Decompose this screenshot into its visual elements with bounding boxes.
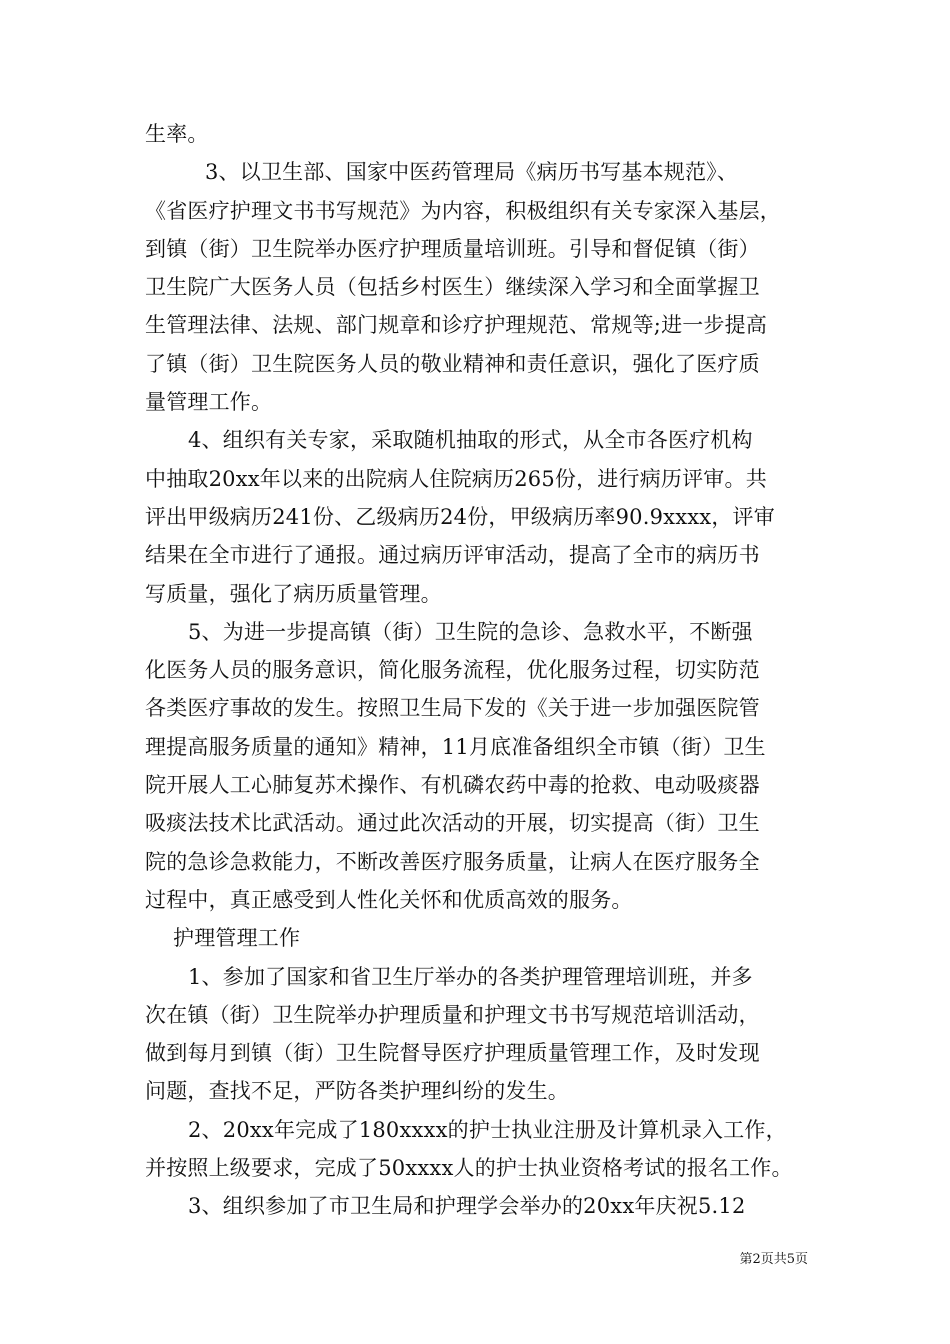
text-line: 到镇（街）卫生院举办医疗护理质量培训班。引导和督促镇（街） (145, 236, 760, 261)
paragraph-start-line: 1、参加了国家和省卫生厅举办的各类护理管理培训班，并多 (188, 964, 753, 989)
paragraph-start-line: 5、为进一步提高镇（街）卫生院的急诊、急救水平，不断强 (188, 619, 753, 644)
paragraph-start-line: 4、组织有关专家，采取随机抽取的形式，从全市各医疗机构 (188, 428, 753, 453)
text-line: 做到每月到镇（街）卫生院督导医疗护理质量管理工作，及时发现 (145, 1041, 760, 1066)
text-line: 吸痰法技术比武活动。通过此次活动的开展，切实提高（街）卫生 (145, 811, 760, 836)
text-line: 并按照上级要求，完成了50xxxx人的护士执业资格考试的报名工作。 (145, 1156, 793, 1181)
text-line: 化医务人员的服务意识，简化服务流程，优化服务过程，切实防范 (145, 658, 760, 683)
paragraph-start-line: 3、以卫生部、国家中医药管理局《病历书写基本规范》、 (205, 160, 739, 185)
text-line: 问题，查找不足，严防各类护理纠纷的发生。 (145, 1079, 569, 1104)
text-line: 量管理工作。 (145, 390, 273, 415)
text-line: 《省医疗护理文书书写规范》为内容，积极组织有关专家深入基层， (145, 198, 781, 223)
text-line: 中抽取20xx年以来的出院病人住院病历265份，进行病历评审。共 (145, 466, 767, 491)
text-line: 卫生院广大医务人员（包括乡村医生）继续深入学习和全面掌握卫 (145, 275, 760, 300)
text-line: 生率。 (145, 122, 209, 146)
text-line: 过程中，真正感受到人性化关怀和优质高效的服务。 (145, 887, 633, 912)
text-line: 院的急诊急救能力，不断改善医疗服务质量，让病人在医疗服务全 (145, 849, 760, 874)
paragraph-start-line: 2、20xx年完成了180xxxx的护士执业注册及计算机录入工作， (188, 1117, 787, 1142)
text-line: 写质量，强化了病历质量管理。 (145, 581, 442, 606)
page-indicator: 第2页共5页 (739, 1252, 808, 1267)
text-line: 生管理法律、法规、部门规章和诊疗护理规范、常规等;进一步提高 (145, 313, 768, 338)
document-body (145, 115, 807, 1226)
text-line: 次在镇（街）卫生院举办护理质量和护理文书书写规范培训活动， (145, 1002, 760, 1027)
text-line: 院开展人工心肺复苏术操作、有机磷农药中毒的抢救、电动吸痰器 (145, 773, 760, 798)
text-line: 评出甲级病历241份、乙级病历24份，甲级病历率90.9xxxx，评审 (145, 504, 775, 529)
text-line: 理提高服务质量的通知》精神，11月底准备组织全市镇（街）卫生 (145, 734, 766, 759)
text-line: 了镇（街）卫生院医务人员的敬业精神和责任意识，强化了医疗质 (145, 351, 760, 376)
paragraph-start-line: 3、组织参加了市卫生局和护理学会举办的20xx年庆祝5.12 (188, 1194, 746, 1219)
section-heading: 护理管理工作 (173, 926, 301, 951)
text-line: 各类医疗事故的发生。按照卫生局下发的《关于进一步加强医院管 (145, 696, 760, 721)
text-line: 结果在全市进行了通报。通过病历评审活动，提高了全市的病历书 (145, 543, 760, 568)
